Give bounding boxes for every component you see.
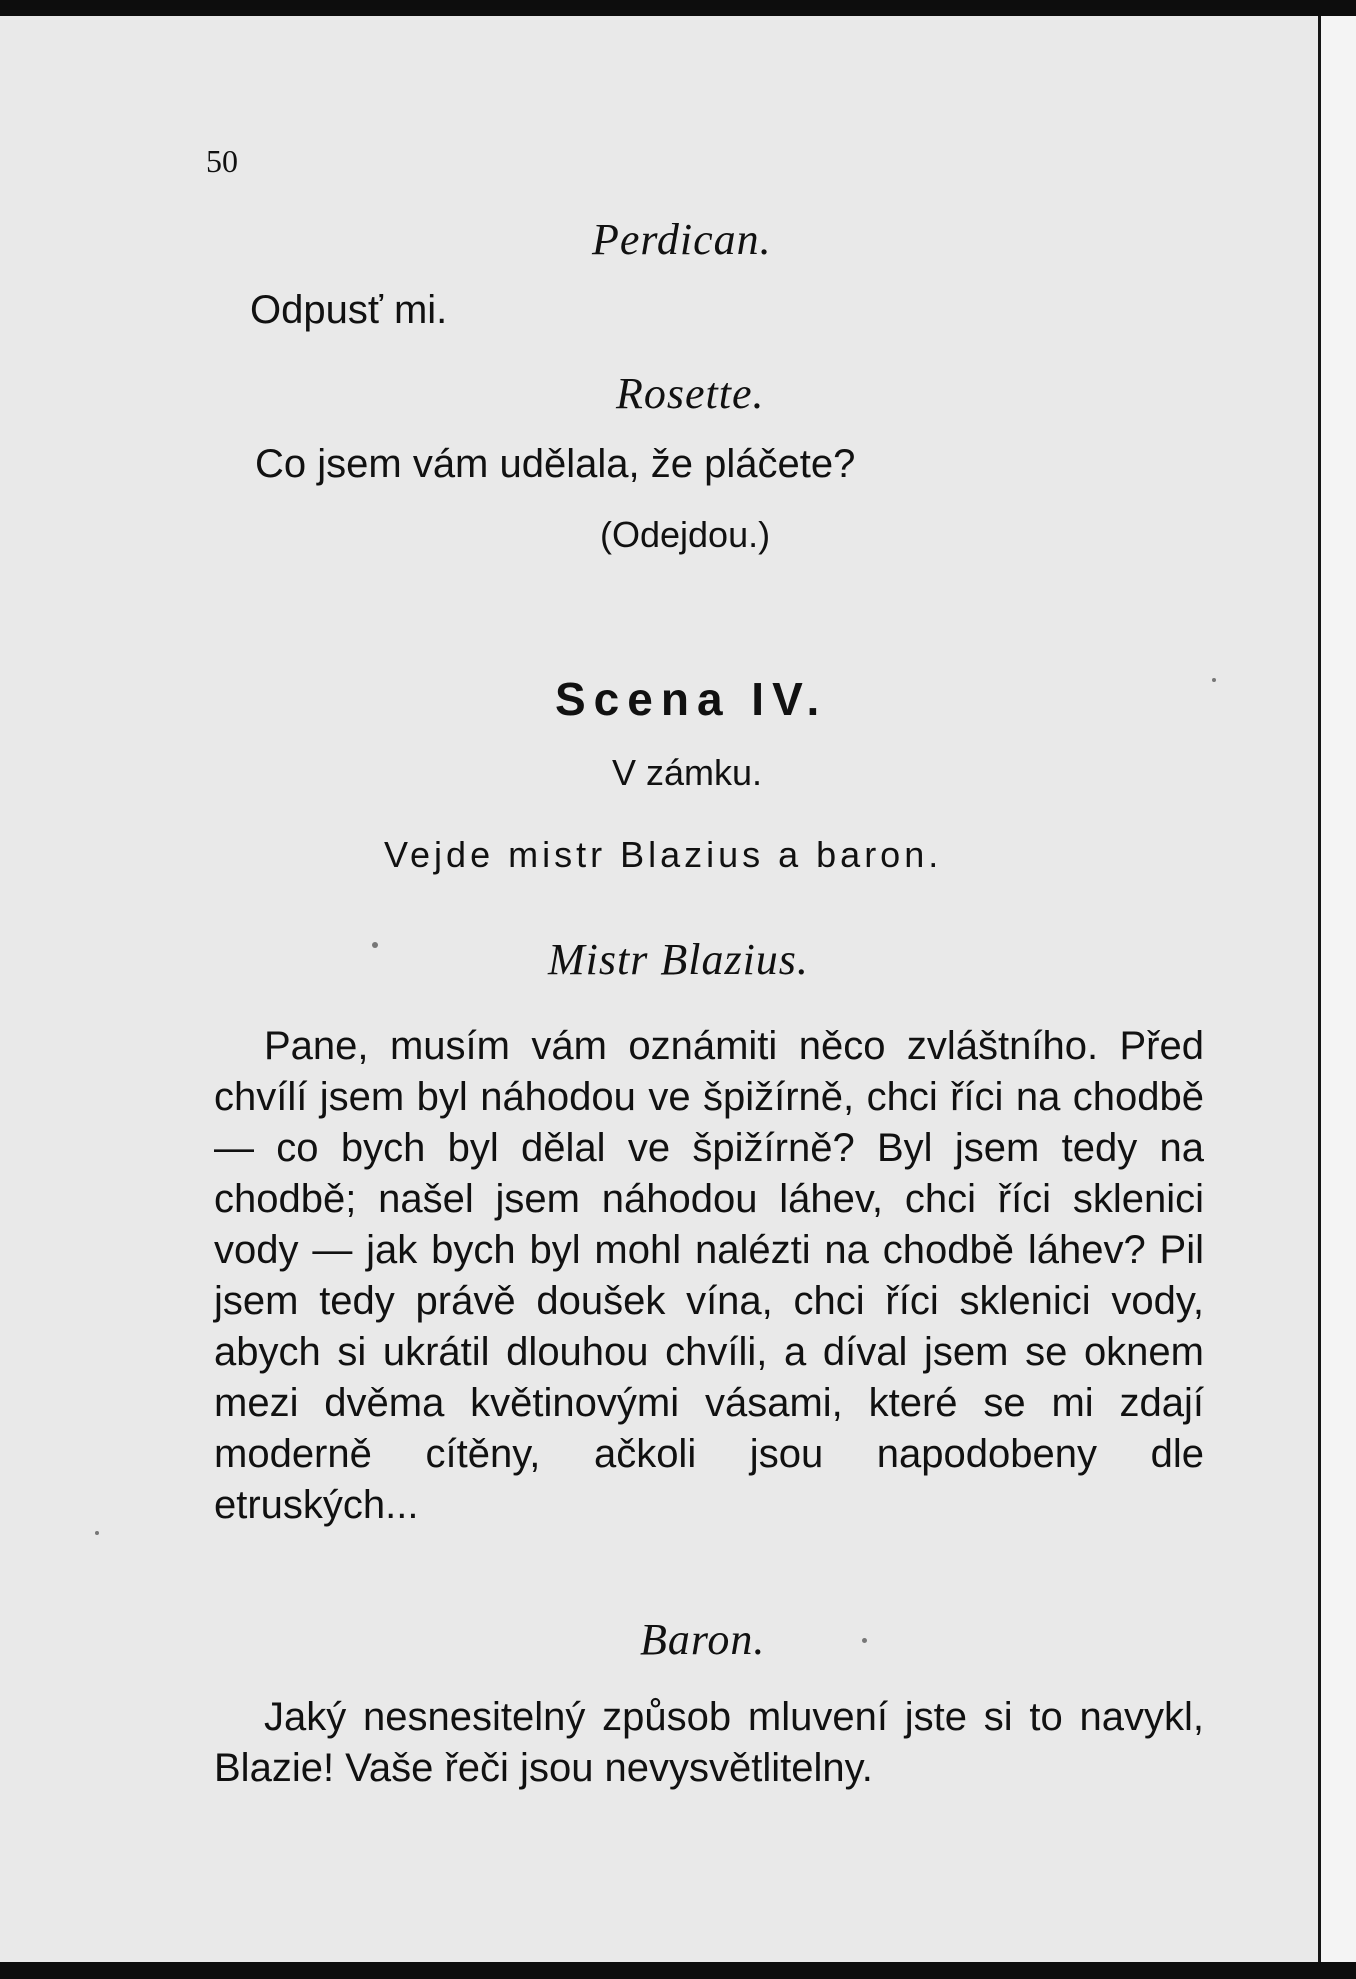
adjacent-page-edge [1318, 16, 1356, 1962]
speaker-rosette: Rosette. [616, 369, 765, 418]
paragraph-baron: Jaký nesnesitelný způsob mluvení jste si to navykl, Blazie! Vaše řeči jsou nevysvětlitelny. [214, 1695, 1204, 1790]
speaker-baron: Baron. [640, 1615, 766, 1664]
scene-location: V zámku. [612, 752, 763, 793]
line-perdican: Odpusť mi. [250, 288, 448, 332]
book-page [0, 16, 1320, 1962]
print-speck [372, 942, 378, 948]
scene-direction: Vejde mistr Blazius a baron. [384, 834, 943, 875]
stage-direction-exit: (Odejdou.) [600, 514, 771, 555]
speaker-mistr-blazius: Mistr Blazius. [548, 935, 809, 984]
speaker-perdican: Perdican. [592, 215, 772, 264]
print-speck [95, 1531, 99, 1535]
scene-heading: Scena IV. [555, 673, 828, 725]
print-speck [862, 1638, 867, 1643]
print-speck [1212, 678, 1216, 682]
page-number: 50 [206, 143, 238, 179]
line-rosette: Co jsem vám udělala, že pláčete? [255, 442, 856, 486]
paragraph-blazius: Pane, musím vám oznámiti něco zvláštního. Před chvílí jsem byl náhodou ve špižírně, chci říci na chodbě — co bych byl dělal ve špižírně? Byl jsem tedy na chodbě; našel jsem náhodou láhev, chci říci sklenici vody — jak bych byl mohl nalézti na chodbě láhev? Pil jsem tedy právě doušek vína, chci říci sklenici vody, abych si ukrátil dlouhou chvíli, a díval jsem se oknem mezi dvěma květinovými vásami, které se mi zdají moderně cítěny, ačkoli jsou napodobeny dle etruských... [214, 1024, 1204, 1527]
